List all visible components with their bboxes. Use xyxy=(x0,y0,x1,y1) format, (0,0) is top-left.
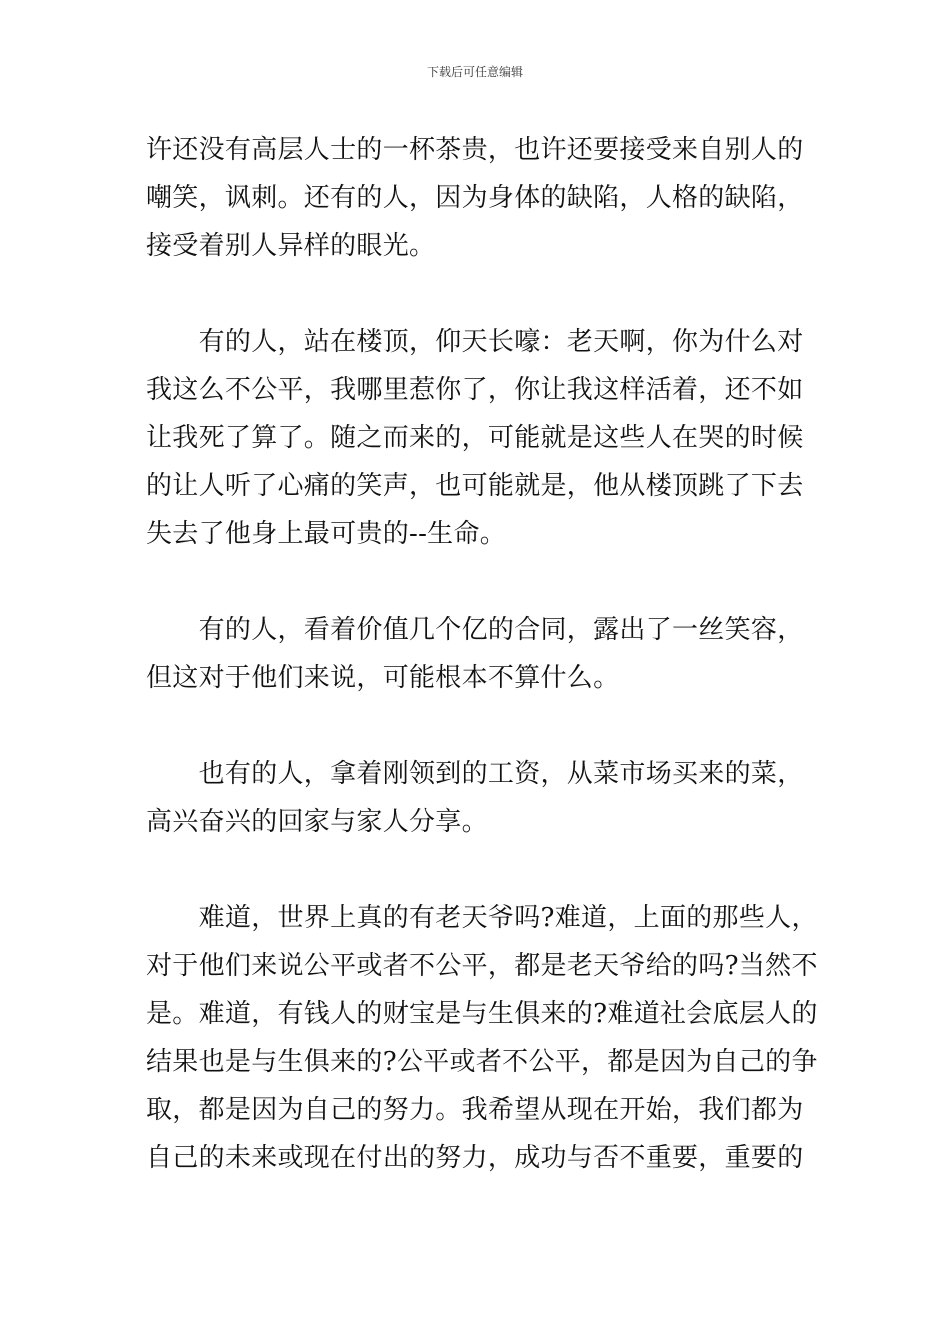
text-line: 结果也是与生俱来的?公平或者不公平，都是因为自己的争 xyxy=(146,1047,818,1077)
text-line: 有的人，看着价值几个亿的合同，露出了一丝笑容， xyxy=(146,615,804,645)
paragraph-4 xyxy=(146,750,808,846)
text-line: 失去了他身上最可贵的--生命。 xyxy=(146,519,507,549)
text-line: 自己的未来或现在付出的努力，成功与否不重要，重要的 xyxy=(146,1143,804,1173)
text-line: 接受着别人异样的眼光。 xyxy=(146,231,436,261)
paragraph-5 xyxy=(146,894,818,1182)
text-line: 我这么不公平，我哪里惹你了，你让我这样活着，还不如 xyxy=(146,375,804,405)
paragraph-3 xyxy=(146,606,808,702)
text-line: 嘲笑，讽刺。还有的人，因为身体的缺陷，人格的缺陷， xyxy=(146,183,804,213)
paragraph-1 xyxy=(146,126,808,270)
text-line: 难道，世界上真的有老天爷吗?难道，上面的那些人， xyxy=(146,903,818,933)
paragraph-gap xyxy=(146,270,808,318)
paragraph-gap xyxy=(146,558,808,606)
text-line: 高兴奋兴的回家与家人分享。 xyxy=(146,807,488,837)
paragraph-gap xyxy=(146,702,808,750)
text-line: 对于他们来说公平或者不公平，都是老天爷给的吗?当然不 xyxy=(146,951,818,981)
text-line: 取，都是因为自己的努力。我希望从现在开始，我们都为 xyxy=(146,1095,804,1125)
text-line: 的让人听了心痛的笑声，也可能就是，他从楼顶跳了下去 xyxy=(146,471,804,501)
text-line: 但这对于他们来说，可能根本不算什么。 xyxy=(146,663,620,693)
paragraph-gap xyxy=(146,846,808,894)
text-line: 让我死了算了。随之而来的，可能就是这些人在哭的时候 xyxy=(146,423,804,453)
text-line: 许还没有高层人士的一杯茶贵，也许还要接受来自别人的 xyxy=(146,135,804,165)
document-body xyxy=(146,126,818,1182)
text-line: 是。难道，有钱人的财宝是与生俱来的?难道社会底层人的 xyxy=(146,999,818,1029)
text-line: 有的人，站在楼顶，仰天长嚎：老天啊，你为什么对 xyxy=(146,327,804,357)
text-line: 也有的人，拿着刚领到的工资，从菜市场买来的菜， xyxy=(146,759,804,789)
page-header-note: 下载后可任意编辑 xyxy=(426,65,523,79)
paragraph-2 xyxy=(146,318,808,558)
